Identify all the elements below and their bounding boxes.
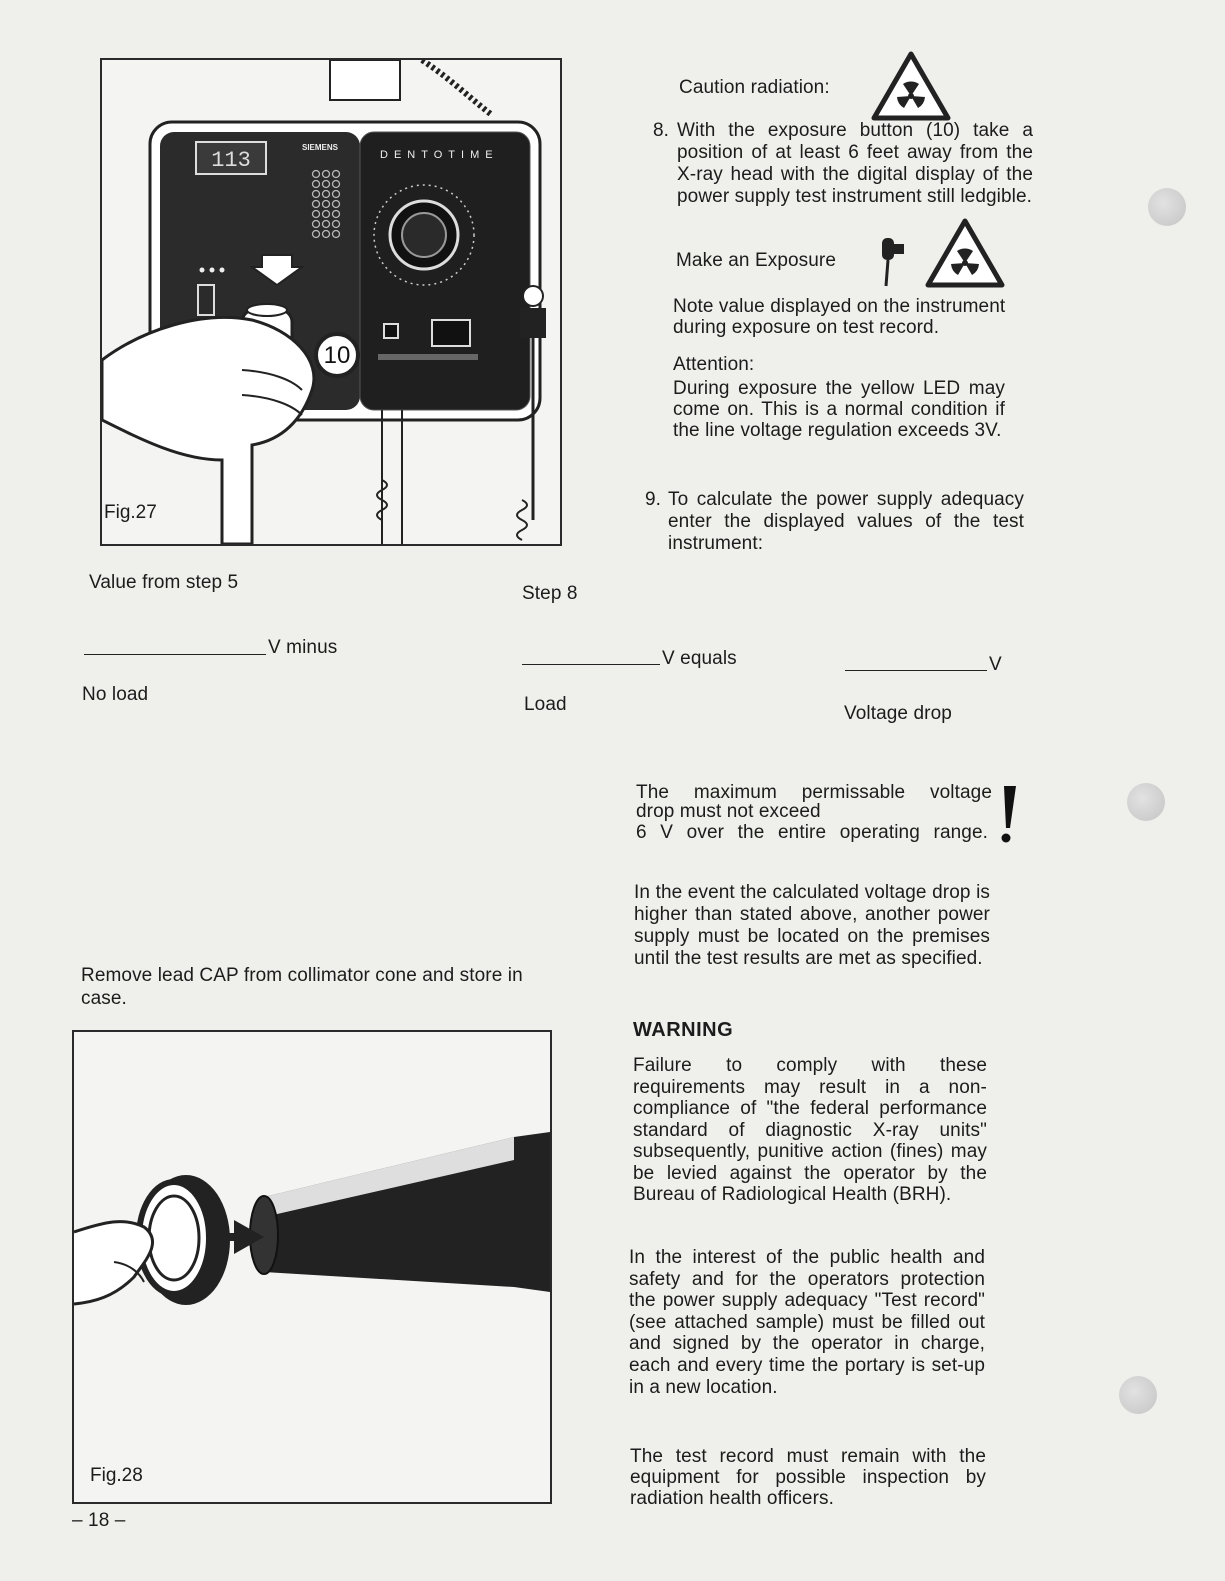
load-value-field[interactable] — [522, 664, 660, 665]
punch-hole-middle — [1127, 783, 1165, 821]
max-drop-line1: The maximum permissable voltage — [636, 782, 992, 803]
figure-28 — [72, 1030, 552, 1504]
warning-text-2: In the interest of the public health and safety and for the operators protection the power supply adequacy "Test record" (see attached sample) must be filled out and signed by the operator in charge, each and every time the portary is set-up in a new location. — [629, 1247, 985, 1398]
exposure-button-icon — [878, 234, 910, 288]
punch-hole-bottom — [1119, 1376, 1157, 1414]
event-text: In the event the calculated voltage drop is higher than stated above, another power supply must be located on the premises until the test results are met as specified. — [634, 882, 990, 969]
exclamation-icon — [996, 782, 1020, 846]
radiation-warning-icon-2 — [924, 217, 1006, 289]
svg-text:10: 10 — [323, 342, 351, 369]
svg-text:DENTOTIME: DENTOTIME — [380, 149, 499, 161]
step-8-text: With the exposure button (10) take a position of at least 6 feet away from the X-ray head with the digital display of the power supply test instrument still ledgible. — [677, 120, 1033, 207]
v-equals-label: V equals — [662, 648, 737, 669]
collimator-cap-illustration — [74, 1032, 550, 1502]
punch-hole-top — [1148, 188, 1186, 226]
value-from-step5-label: Value from step 5 — [89, 572, 239, 593]
warning-text-3: The test record must remain with the equipment for possible inspection by radiation health officers. — [630, 1446, 986, 1509]
v-end-label: V — [989, 654, 1002, 675]
no-load-value-field[interactable] — [84, 654, 266, 655]
page-number: – 18 – — [72, 1510, 126, 1531]
load-label: Load — [524, 694, 567, 715]
make-exposure-label: Make an Exposure — [676, 250, 837, 271]
radiation-warning-icon — [870, 50, 952, 122]
figure-28-caption: Fig.28 — [90, 1465, 143, 1486]
warning-title: WARNING — [633, 1019, 734, 1041]
step-8-number: 8. — [653, 120, 670, 141]
dentotime-device-illustration — [102, 60, 560, 544]
warning-text-1: Failure to comply with these requirements may result in a non-compliance of "the federal performance standard of diagnostic X-ray units" subsequently, punitive action (fines) may be levied against the operator by the Bureau of Radiological Health (BRH). — [633, 1055, 987, 1205]
caution-label: Caution radiation: — [679, 77, 830, 98]
step-9-number: 9. — [645, 489, 662, 510]
figure-27 — [100, 58, 562, 546]
max-drop-line2: drop must not exceed — [636, 801, 821, 822]
v-minus-label: V minus — [268, 637, 338, 658]
max-drop-line3: 6 V over the entire operating range. — [636, 822, 988, 843]
attention-text: During exposure the yellow LED may come on. This is a normal condition if the line voltage regulation exceeds 3V. — [673, 378, 1005, 441]
note-value-text: Note value displayed on the instrument during exposure on test record. — [673, 296, 1006, 338]
svg-text:113: 113 — [211, 148, 251, 173]
voltage-drop-value-field[interactable] — [845, 670, 987, 671]
step8-label: Step 8 — [522, 583, 578, 604]
attention-title: Attention: — [673, 354, 755, 375]
voltage-drop-label: Voltage drop — [844, 703, 952, 724]
step-9-text: To calculate the power supply adequacy enter the displayed values of the test instrument: — [668, 489, 1024, 554]
no-load-label: No load — [82, 684, 149, 705]
remove-cap-text: Remove lead CAP from collimator cone and store in case. — [81, 965, 523, 1009]
svg-text:SIEMENS: SIEMENS — [302, 143, 339, 152]
figure-27-caption: Fig.27 — [104, 502, 157, 523]
display-readout — [211, 148, 251, 173]
